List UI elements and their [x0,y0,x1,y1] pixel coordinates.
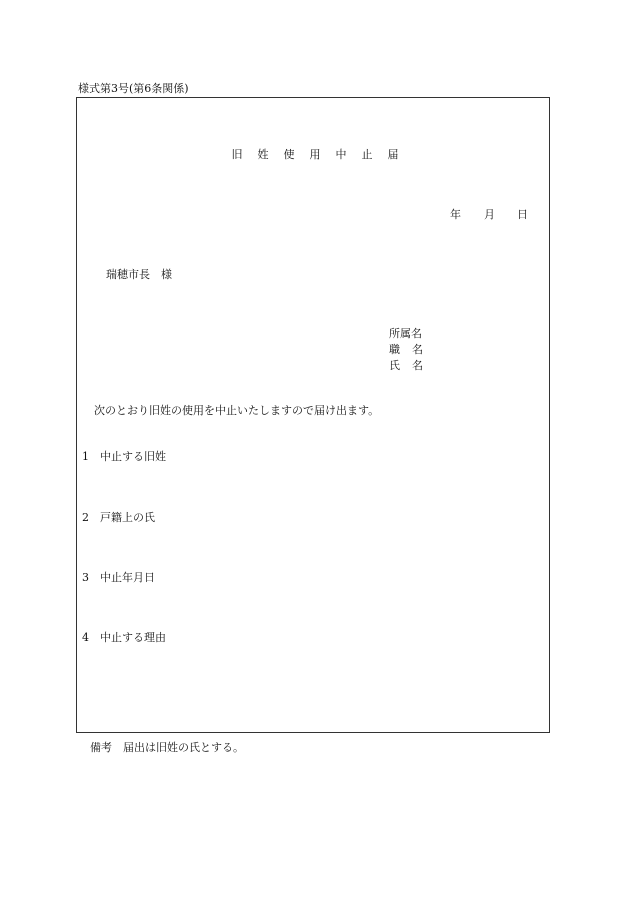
name-char: 氏 [389,359,400,372]
item-number: 3 [82,571,89,584]
name-char: 名 [412,359,423,372]
title-char: 姓 [257,148,269,161]
position-char: 職 [389,343,400,356]
item-label: 中止年月日 [100,571,155,584]
item-number: 2 [82,511,89,524]
item-reason [82,629,166,645]
statement-text: 次のとおり旧姓の使用を中止いたしますので届け出ます。 [94,404,380,417]
applicant-name-label [389,357,423,373]
remarks-note: 備考 届出は旧姓の氏とする。 [90,741,244,754]
title-char: 用 [309,148,321,161]
item-label: 戸籍上の氏 [100,511,155,524]
title-char: 旧 [231,148,243,161]
item-label: 中止する理由 [100,631,166,644]
date-month-label: 月 [484,208,495,221]
applicant-affiliation-label: 所属名 [389,327,422,340]
form-number-header: 様式第3号(第6条関係) [78,82,189,95]
item-former-surname [82,448,166,464]
item-discontinue-date [82,569,155,585]
date-day-label: 日 [517,208,528,221]
title-char: 届 [387,148,399,161]
item-label: 中止する旧姓 [100,450,166,463]
title-char: 使 [283,148,295,161]
date-year-label: 年 [450,208,461,221]
item-number: 4 [82,631,89,644]
applicant-position-label [389,341,423,357]
position-char: 名 [412,343,423,356]
item-number: 1 [82,450,89,463]
form-title [0,146,630,162]
title-char: 止 [361,148,373,161]
addressee: 瑞穂市長 様 [106,268,172,281]
item-family-register-surname [82,509,155,525]
title-char: 中 [335,148,347,161]
